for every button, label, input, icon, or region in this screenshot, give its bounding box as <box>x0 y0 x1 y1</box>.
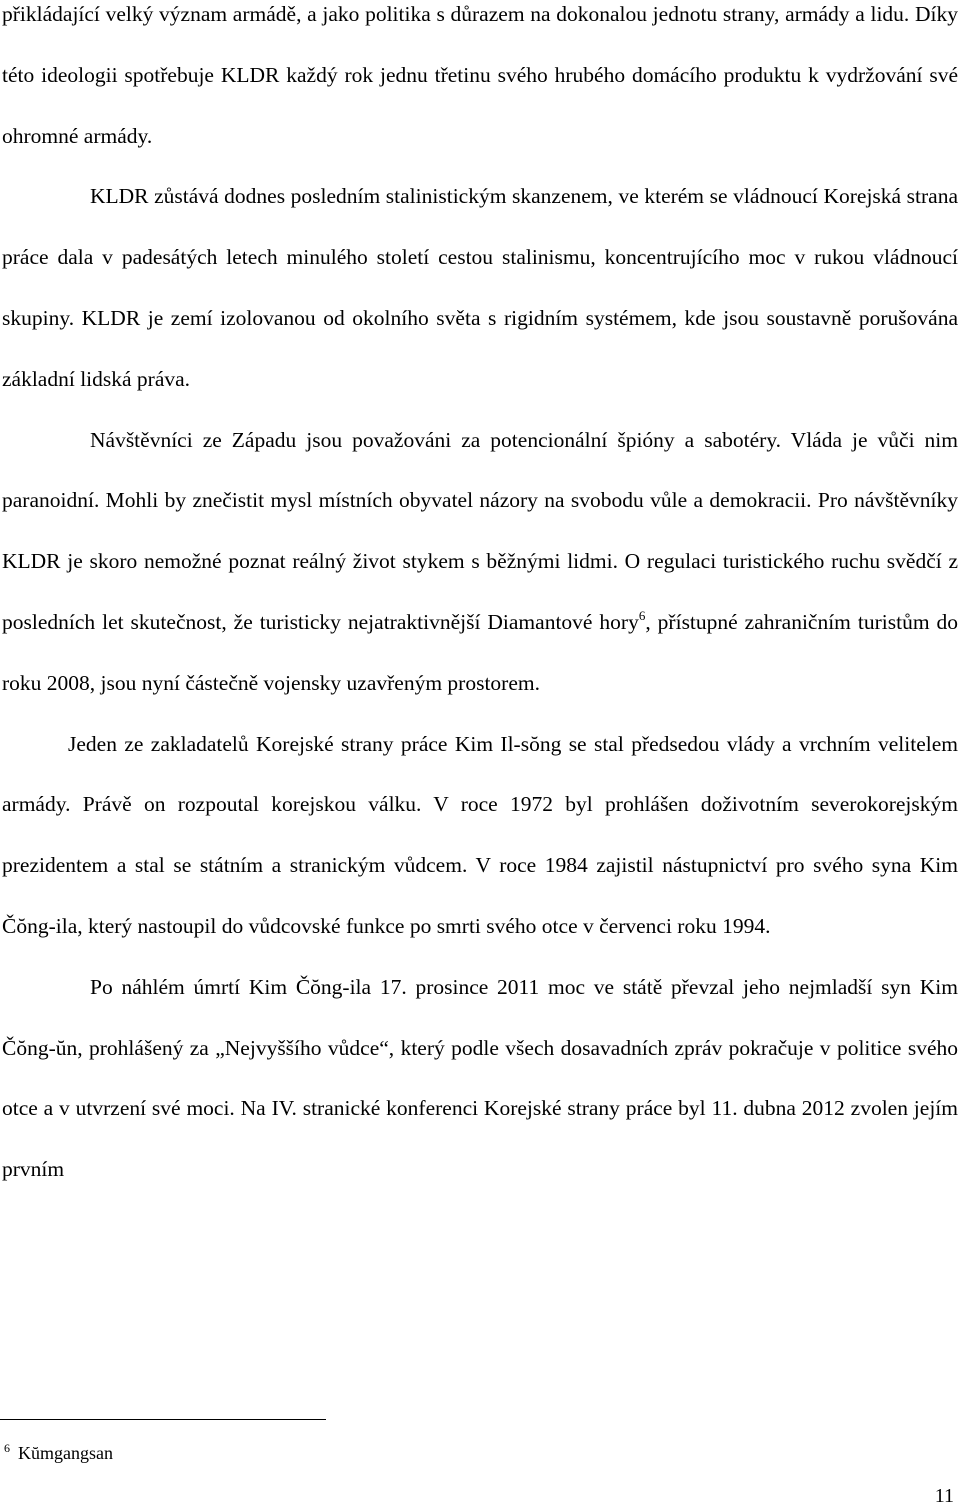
paragraph-continuation <box>2 0 958 166</box>
footnote-number: 6 <box>4 1441 10 1455</box>
footnote <box>4 1436 113 1465</box>
paragraph-text-after-reference: , přístupné zahraničním turistům do roku 2008, jsou nyní částečně vojensky uzavřeným prostorem. <box>2 609 959 695</box>
paragraph-kim-jong-un <box>2 957 958 1200</box>
paragraph-text: Návštěvníci ze Západu jsou považováni za potencionální špióny a sabotéry. Vláda je vůči nim paranoidní. Mohli by znečistit mysl místních obyvatel názory na svobodu vůle a demokracii. Pro návštěvníky KLDR je skoro nemožné poznat reálný život stykem s běžnými lidmi. O regulaci turistického ruchu svědčí z posledních let skutečnost, že turisticky nejatraktivnější Diamantové hory <box>2 427 958 634</box>
paragraph-text: KLDR zůstává dodnes posledním stalinistickým skanzenem, ve kterém se vládnoucí Korejská strana práce dala v padesátých letech minulého století cestou stalinismu, koncentrujícího moc v rukou vládnoucí skupiny. KLDR je zemí izolovanou od okolního světa s rigidním systémem, kde jsou soustavně porušována základní lidská práva. <box>2 184 958 391</box>
paragraph-kldr-stalinism <box>2 166 958 409</box>
page-number: 11 <box>934 1485 954 1507</box>
footnote-separator <box>0 1419 326 1420</box>
footnote-reference[interactable]: 6 <box>638 607 646 623</box>
body-text <box>2 0 958 1200</box>
paragraph-kim-il-sung <box>2 714 958 957</box>
paragraph-text: Jeden ze zakladatelů Korejské strany práce Kim Il-sŏng se stal předsedou vlády a vrchním velitelem armády. Právě on rozpoutal korejskou válku. V roce 1972 byl prohlášen doživotním severokorejským prezidentem a stal se státním a stranickým vůdcem. V roce 1984 zajistil nástupnictví pro svého syna Kim Čŏng-ila, který nastoupil do vůdcovské funkce po smrti svého otce v červenci roku 1994. <box>2 731 958 938</box>
footnote-text: Kŭmgangsan <box>18 1443 113 1463</box>
paragraph-western-visitors <box>2 410 958 714</box>
paragraph-text: Po náhlém úmrtí Kim Čŏng-ila 17. prosince 2011 moc ve státě převzal jeho nejmladší syn Kim Čŏng-ŭn, prohlášený za „Nejvyššího vůdce“, který podle všech dosavadních zpráv pokračuje v politice svého otce a v utvrzení své moci. Na IV. stranické konferenci Korejské strany práce byl 11. dubna 2012 zvolen jejím prvním <box>2 974 958 1182</box>
paragraph-text: přikládající velký význam armádě, a jako politika s důrazem na dokonalou jednotu strany, armády a lidu. Díky této ideologii spotřebuje KLDR každý rok jednu třetinu svého hrubého domácího produktu k vydržování své ohromné armády. <box>2 2 958 148</box>
